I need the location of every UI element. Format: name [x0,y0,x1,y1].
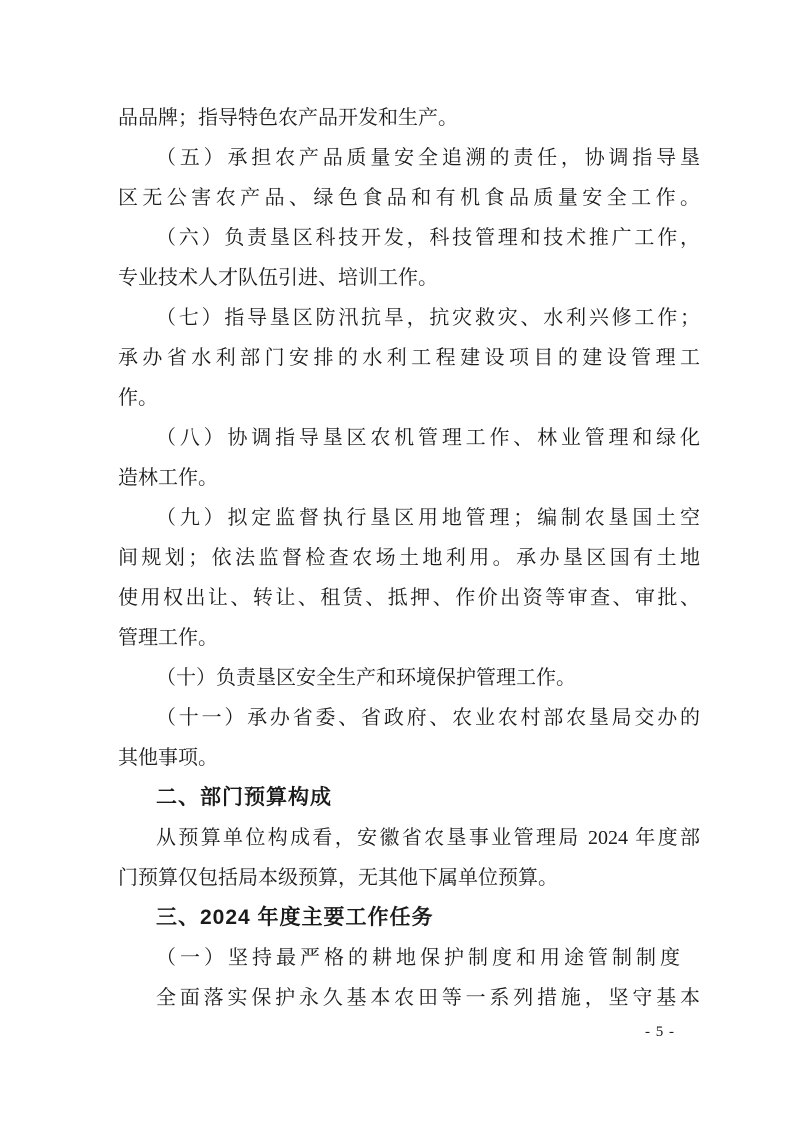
text-line: （九）拟定监督执行垦区用地管理；编制农垦国土空 [156,507,700,529]
document-body [118,98,700,1018]
text-line: （五）承担农产品质量安全追溯的责任，协调指导垦 [156,147,700,169]
text-line: 其他事项。 [118,747,218,769]
text-line: 作。 [118,387,158,409]
section-heading: 三、2024 年度主要工作任务 [156,906,434,929]
page-number: - 5 - [645,1024,675,1040]
text-line: 品品牌；指导特色农产品开发和生产。 [118,107,458,129]
text-line: 使用权出让、转让、租赁、抵押、作价出资等审查、审批、 [118,587,700,609]
text-line: 造林工作。 [118,467,218,489]
text-line: 承办省水利部门安排的水利工程建设项目的建设管理工 [118,347,700,369]
text-line: 区无公害农产品、绿色食品和有机食品质量安全工作。 [118,187,700,209]
text-line: （十）负责垦区安全生产和环境保护管理工作。 [156,667,576,689]
sub-heading: （一）坚持最严格的耕地保护制度和用途管制制度 [156,947,684,969]
text-line: 管理工作。 [118,627,218,649]
text-line: 全面落实保护永久基本农田等一系列措施，坚守基本 [156,987,700,1009]
text-line: （六）负责垦区科技开发，科技管理和技术推广工作， [156,227,700,249]
text-line: 间规划；依法监督检查农场土地利用。承办垦区国有土地 [118,547,700,569]
text-line: （八）协调指导垦区农机管理工作、林业管理和绿化 [156,427,700,449]
section-heading: 二、部门预算构成 [156,786,332,809]
text-line: 专业技术人才队伍引进、培训工作。 [118,267,438,289]
text-line: 从预算单位构成看，安徽省农垦事业管理局 2024 年度部 [156,827,700,849]
text-line: （十一）承办省委、省政府、农业农村部农垦局交办的 [156,707,700,729]
text-line: 门预算仅包括局本级预算，无其他下属单位预算。 [118,867,558,889]
text-line: （七）指导垦区防汛抗旱，抗灾救灾、水利兴修工作； [156,307,700,329]
